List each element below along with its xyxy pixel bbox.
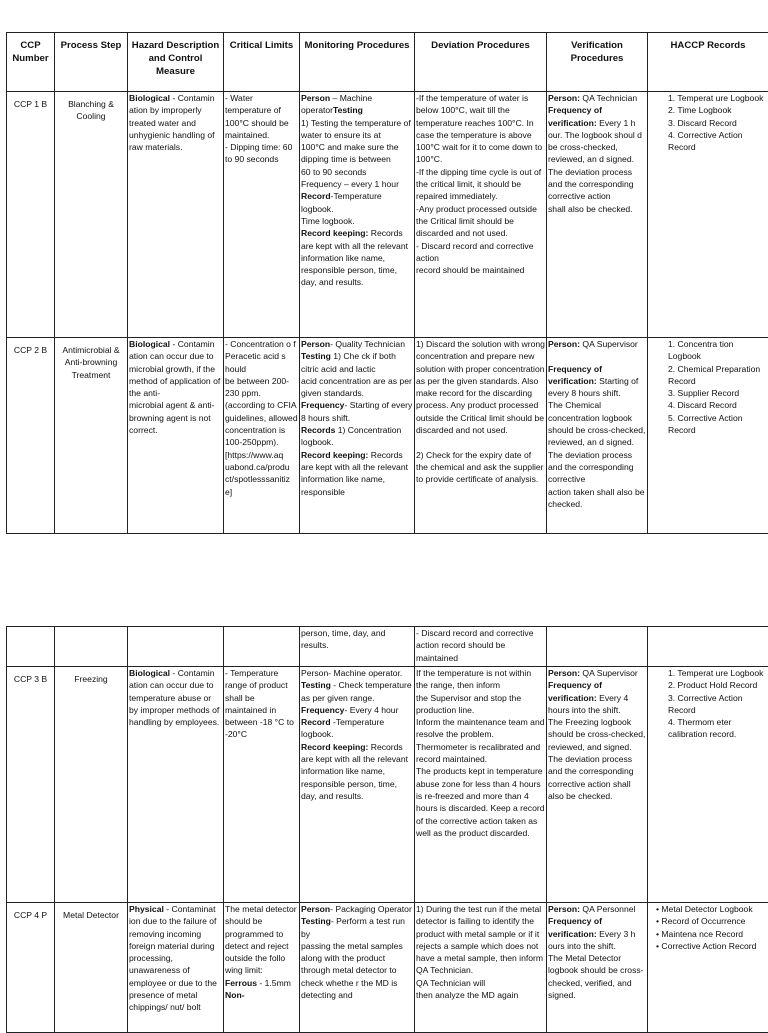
monitoring-text: -Temperature logbook. Time logbook.	[301, 191, 382, 226]
monitoring-label: Testing	[301, 916, 331, 926]
verification-text: Every 1 h our. The logbook shoul d be cross-checked, reviewed, an d signed. The deviation process and the corresponding corrective action shall also be checked.	[548, 118, 642, 214]
header-process-step: Process Step	[55, 33, 128, 92]
hazard-cell	[128, 903, 224, 1033]
monitoring-label: Frequency	[301, 400, 344, 410]
verification-text: QA Personnel	[580, 904, 635, 914]
verification-label: Person:	[548, 93, 580, 103]
monitoring-label: Person	[301, 93, 330, 103]
table-row-ccp1	[7, 92, 768, 338]
records-cell: 1. Temperat ure Logbook 2. Time Logbook 3. Discard Record 4. Corrective Action Record	[648, 92, 768, 338]
process-step-cell: Freezing	[55, 667, 128, 903]
header-critical-limits: Critical Limits	[224, 33, 300, 92]
continuation-row	[7, 627, 768, 667]
hazard-cell	[128, 667, 224, 903]
monitoring-label: Testing	[301, 351, 331, 361]
verification-text: QA Supervisor	[580, 668, 638, 678]
verification-text: Starting of every 8 hours shift. The Chemical concentration logbook should be cross-checked, reviewed, an d signed. The deviation process and the corresponding corrective action taken shall also be checked.	[548, 376, 645, 509]
haccp-table-page2	[6, 626, 768, 1033]
monitoring-text: Records are kept with all the relevant information like name, responsible	[301, 450, 408, 497]
ccp-number-cell: CCP 2 B	[7, 338, 55, 534]
process-step-cell: Metal Detector	[55, 903, 128, 1033]
limits-text: The metal detector should be programmed to detect and reject outside the follo wing limit:	[225, 904, 297, 975]
verification-text: QA Technician	[580, 93, 637, 103]
hazard-type: Physical	[129, 904, 164, 914]
monitoring-text: Records are kept with all the relevant information like name, responsible person, time, day, and results.	[301, 742, 408, 801]
hazard-type: Biological	[129, 668, 170, 678]
monitoring-label: Record	[301, 191, 331, 201]
deviation-cell: If the temperature is not within the range, then inform the Supervisor and stop the production line. Inform the maintenance team and resolve the problem. Thermometer is recalibrated and record maintained. The products kept in temperature abuse zone for less than 4 hours is re-freezed and more than 4 hours is discarded. Keep a record of the corrective action taken as well as the product discarded.	[415, 667, 547, 903]
monitoring-label: Records	[301, 425, 335, 435]
limits-text: - 1.5mm	[257, 978, 291, 988]
monitoring-text: -Temperature logbook.	[301, 717, 384, 739]
deviation-cell: 1) Discard the solution with wrong concentration and prepare new solution with proper concentration as per the given standards. Also make record for the discarding process. Any product processed outside the Critical limit should be discarded and not used. 2) Check for the expiry date of the chemical and ask the supplier to provide certificate of analysis.	[415, 338, 547, 534]
header-monitoring-procedures: Monitoring Procedures	[300, 33, 415, 92]
monitoring-cell	[300, 338, 415, 534]
monitoring-label: Record	[301, 717, 331, 727]
empty-cell	[128, 627, 224, 667]
monitoring-text: Person- Machine operator.	[301, 668, 402, 678]
monitoring-text: – Machine operator	[301, 93, 372, 115]
monitoring-label: Person	[301, 904, 330, 914]
records-cell: 1. Concentra tion Logbook 2. Chemical Preparation Record 3. Supplier Record 4. Discard Record 5. Corrective Action Record	[648, 338, 768, 534]
verification-text: Every 4 hours into the shift. The Freezing logbook should be cross-checked, reviewed, and signed. The deviation process and the corresponding corrective action shall also be checked.	[548, 693, 645, 801]
verification-cell	[547, 903, 648, 1033]
critical-limits-cell	[224, 903, 300, 1033]
critical-limits-cell: - Temperature range of product shall be maintained in between -18 °C to -20°C	[224, 667, 300, 903]
ccp-number-cell: CCP 1 B	[7, 92, 55, 338]
hazard-cell	[128, 92, 224, 338]
header-row	[7, 33, 768, 92]
verification-label: Frequency of verification:	[548, 680, 602, 702]
header-deviation-procedures: Deviation Procedures	[415, 33, 547, 92]
verification-cell	[547, 667, 648, 903]
limits-label: Ferrous	[225, 978, 257, 988]
header-hazard-description: Hazard Description and Control Measure	[128, 33, 224, 92]
monitoring-text: 1) Che ck if both citric acid and lactic acid concentration are as per given standards.	[301, 351, 412, 398]
monitoring-label: Person	[301, 339, 330, 349]
process-step-cell: Antimicrobial & Anti-browning Treatment	[55, 338, 128, 534]
verification-label: Person:	[548, 339, 580, 349]
records-cell: 1. Temperat ure Logbook 2. Product Hold Record 3. Corrective Action Record 4. Thermom eter calibration record.	[648, 667, 768, 903]
monitoring-text: - Starting of every 8 hours shift.	[301, 400, 412, 422]
verification-cell	[547, 92, 648, 338]
hazard-type: Biological	[129, 339, 170, 349]
monitoring-cell	[300, 667, 415, 903]
header-verification-procedures: Verification Procedures	[547, 33, 648, 92]
monitoring-text: - Perform a test run by passing the metal samples along with the product through metal detector to check whethe r the MD is detecting and	[301, 916, 405, 1000]
hazard-text: - Contamin ation can occur due to microbial growth, if the method of application of the anti- microbial agent & anti-browning agent is not correct.	[129, 339, 220, 435]
monitoring-text: - Packaging Operator	[330, 904, 412, 914]
deviation-continuation: - Discard record and corrective action record should be maintained	[415, 627, 547, 667]
critical-limits-cell: - Concentration o f Peracetic acid s hould be between 200-230 ppm. (according to CFIA guidelines, allowed concentration is 100-250ppm). [https://www.aq uabond.ca/produ ct/spotlesssanitiz e]	[224, 338, 300, 534]
monitoring-cell	[300, 903, 415, 1033]
header-haccp-records: HACCP Records	[648, 33, 768, 92]
monitoring-text: Records are kept with all the relevant information like name, responsible person, time, day, and results.	[301, 228, 408, 287]
ccp-number-cell: CCP 4 P	[7, 903, 55, 1033]
empty-cell	[224, 627, 300, 667]
monitoring-text: 1) Concentration logbook.	[301, 425, 401, 447]
verification-text: QA Supervisor	[580, 339, 638, 349]
verification-label: Frequency of verification:	[548, 916, 602, 938]
header-ccp-number: CCP Number	[7, 33, 55, 92]
monitoring-label: Testing	[301, 680, 331, 690]
empty-cell	[547, 627, 648, 667]
monitoring-label: Record keeping:	[301, 742, 368, 752]
hazard-text: - Contamin ation can occur due to temperature abuse or by improper methods of handling by employees.	[129, 668, 219, 727]
monitoring-continuation: person, time, day, and results.	[300, 627, 415, 667]
hazard-cell	[128, 338, 224, 534]
hazard-type: Biological	[129, 93, 170, 103]
verification-cell	[547, 338, 648, 534]
verification-label: Frequency of verification:	[548, 364, 602, 386]
monitoring-text: - Quality Technician	[330, 339, 405, 349]
verification-text: Every 3 h ours into the shift. The Metal Detector logbook should be cross-checked, verified, and signed.	[548, 929, 644, 1000]
ccp-number-cell: CCP 3 B	[7, 667, 55, 903]
deviation-cell: 1) During the test run if the metal detector is failing to identify the product with metal sample or if it rejects a sample which does not have a metal sample, then inform QA Technician. QA Technician will then analyze the MD again	[415, 903, 547, 1033]
monitoring-label: Record keeping:	[301, 228, 368, 238]
monitoring-label: Record keeping:	[301, 450, 368, 460]
table-row-ccp2	[7, 338, 768, 534]
monitoring-text: - Every 4 hour	[344, 705, 398, 715]
monitoring-label: Testing	[333, 105, 363, 115]
monitoring-cell	[300, 92, 415, 338]
limits-label: Non-	[225, 990, 245, 1000]
process-step-cell: Blanching & Cooling	[55, 92, 128, 338]
table-row-ccp4	[7, 903, 768, 1033]
verification-label: Frequency of verification:	[548, 105, 602, 127]
records-cell: • Metal Detector Logbook • Record of Occurrence • Maintena nce Record • Corrective Action Record	[648, 903, 768, 1033]
table-row-ccp3	[7, 667, 768, 903]
empty-cell	[7, 627, 55, 667]
empty-cell	[55, 627, 128, 667]
hazard-text: - Contamin ation by improperly treated water and unhygienic handling of raw materials.	[129, 93, 215, 152]
hazard-text: - Contaminat ion due to the failure of removing incoming foreign material during processing, unawareness of employee or due to the presence of metal chippings/ nut/ bolt	[129, 904, 217, 1012]
verification-label: Person:	[548, 668, 580, 678]
verification-label: Person:	[548, 904, 580, 914]
critical-limits-cell: - Water temperature of 100°C should be maintained. - Dipping time: 60 to 90 seconds	[224, 92, 300, 338]
monitoring-label: Frequency	[301, 705, 344, 715]
monitoring-text: - Check temperature as per given range.	[301, 680, 412, 702]
empty-cell	[648, 627, 768, 667]
deviation-cell: -If the temperature of water is below 100°C, wait till the temperature reaches 100°C. In case the temperature is above 100°C wait for it to come down to 100°C. -If the dipping time cycle is out of the critical limit, it should be repaired immediately. -Any product processed outside the Critical limit should be discarded and not used. - Discard record and corrective action record should be maintained	[415, 92, 547, 338]
haccp-table-page1	[6, 32, 768, 534]
monitoring-text: 1) Testing the temperature of water to ensure its at 100°C and make sure the dipping time is between 60 to 90 seconds Frequency – every 1 hour	[301, 118, 411, 189]
